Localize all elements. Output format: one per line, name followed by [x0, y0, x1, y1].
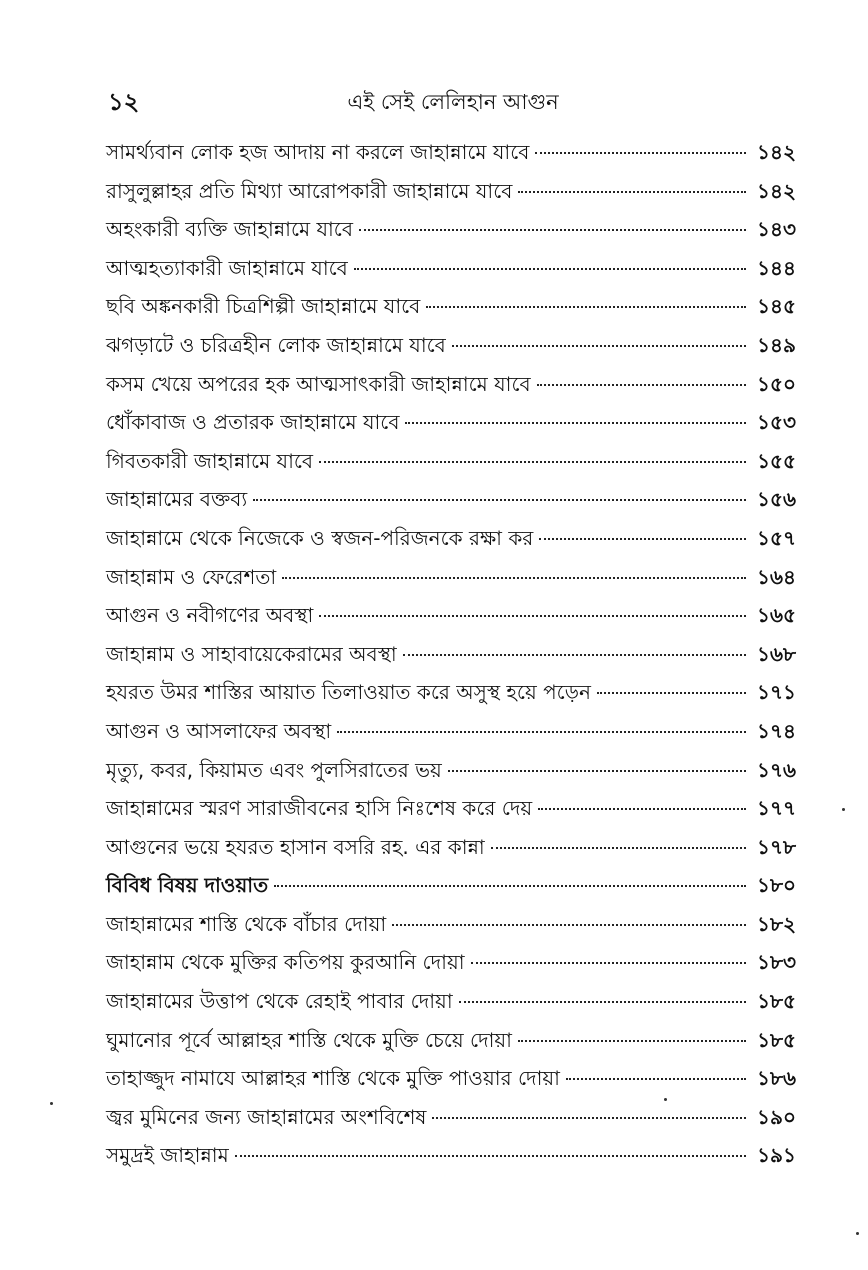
toc-entry-title: জাহান্নাম থেকে মুক্তির কতিপয় কুরআনি দোয়া: [106, 950, 465, 975]
toc-entry-title: ঘুমানোর পূর্বে আল্লাহর শাস্তি থেকে মুক্তি চেয়ে দোয়া: [106, 1027, 512, 1052]
toc-entry-title: বিবিধ বিষয় দাওয়াত: [106, 873, 269, 898]
print-speck: [50, 1102, 53, 1105]
toc-entry-page: ১৮৫: [757, 989, 796, 1014]
dot-leader: [354, 268, 746, 270]
table-of-contents: [106, 138, 796, 1180]
toc-entry-title: আগুন ও নবীগণের অবস্থা: [106, 603, 314, 628]
toc-entry: [106, 563, 796, 602]
dot-leader: [459, 1001, 746, 1003]
dot-leader: [491, 847, 746, 849]
toc-entry-title: জাহান্নাম ও সাহাবায়েকেরামের অবস্থা: [106, 641, 397, 666]
toc-entry-title: ধোঁকাবাজ ও প্রতারক জাহান্নামে যাবে: [106, 410, 400, 435]
toc-entry: [106, 678, 796, 717]
toc-entry: [106, 1103, 796, 1142]
toc-entry: [106, 215, 796, 254]
toc-entry: [106, 370, 796, 409]
dot-leader: [518, 191, 746, 193]
print-speck: [856, 1232, 859, 1235]
toc-entry-title: ছবি অঙ্কনকারী চিত্রশিল্পী জাহান্নামে যাবে: [106, 294, 421, 319]
toc-entry-page: ১৭৭: [757, 796, 796, 821]
dot-leader: [426, 306, 746, 308]
print-speck: [664, 1098, 667, 1101]
toc-entry-title: সামর্থ্যবান লোক হজ আদায় না করলে জাহান্নামে যাবে: [106, 140, 530, 164]
dot-leader: [597, 692, 746, 694]
toc-entry-page: ১৫৬: [757, 487, 796, 512]
toc-entry: [106, 1026, 796, 1065]
toc-entry: [106, 601, 796, 640]
toc-entry-page: ১৬৫: [757, 603, 796, 628]
dot-leader: [319, 461, 746, 463]
dot-leader: [538, 808, 746, 810]
toc-entry: [106, 138, 796, 177]
toc-entry: [106, 254, 796, 293]
dot-leader: [448, 770, 746, 772]
dot-leader: [392, 924, 746, 926]
toc-entry: [106, 524, 796, 563]
toc-entry: [106, 1141, 796, 1180]
toc-entry-title: আত্মহত্যাকারী জাহান্নামে যাবে: [106, 255, 348, 280]
toc-entry-title: জ্বর মুমিনের জন্য জাহান্নামের অংশবিশেষ: [106, 1104, 427, 1129]
dot-leader: [537, 384, 746, 386]
toc-entry-page: ১৭৮: [757, 834, 796, 859]
toc-entry-page: ১৮০: [757, 873, 796, 898]
toc-entry-page: ১৯১: [757, 1143, 796, 1168]
dot-leader: [282, 577, 746, 579]
toc-entry-page: ১৬৮: [757, 641, 796, 666]
toc-entry-title: অহংকারী ব্যক্তি জাহান্নামে যাবে: [106, 217, 353, 242]
toc-entry-page: ১৪২: [757, 178, 796, 203]
toc-entry-title: জাহান্নাম ও ফেরেশতা: [106, 564, 277, 589]
toc-entry-page: ১৪৫: [757, 294, 796, 319]
toc-entry-page: ১৮২: [757, 911, 796, 936]
dot-leader: [359, 229, 746, 231]
toc-entry-page: ১৮৫: [757, 1027, 796, 1052]
dot-leader: [403, 654, 746, 656]
dot-leader: [539, 538, 746, 540]
toc-entry: [106, 331, 796, 370]
dot-leader: [535, 152, 746, 154]
toc-entry-title: আগুনের ভয়ে হযরত হাসান বসরি রহ. এর কান্না: [106, 834, 485, 859]
toc-entry-page: ১৮৬: [757, 1066, 796, 1091]
dot-leader: [319, 615, 746, 617]
toc-entry: [106, 871, 796, 910]
toc-entry-title: আগুন ও আসলাফের অবস্থা: [106, 718, 332, 743]
dot-leader: [566, 1078, 746, 1080]
toc-entry-title: জাহান্নামের স্মরণ সারাজীবনের হাসি নিঃশেষ করে দেয়: [106, 796, 533, 821]
toc-entry: [106, 1064, 796, 1103]
dot-leader: [518, 1040, 746, 1042]
toc-entry: [106, 833, 796, 872]
toc-entry-title: ঝগড়াটে ও চরিত্রহীন লোক জাহান্নামে যাবে: [106, 332, 446, 357]
toc-entry-page: ১৭১: [757, 680, 796, 705]
toc-entry-title: কসম খেয়ে অপরের হক আত্মসাৎকারী জাহান্নামে যাবে: [106, 371, 531, 396]
dot-leader: [337, 731, 746, 733]
toc-entry-title: তাহাজ্জুদ নামাযে আল্লাহর শাস্তি থেকে মুক্তি পাওয়ার দোয়া: [106, 1066, 560, 1091]
toc-entry-title: হযরত উমর শাস্তির আয়াত তিলাওয়াত করে অসুস্থ হয়ে পড়েন: [106, 680, 591, 705]
toc-entry-page: ১৬৪: [757, 564, 796, 589]
dot-leader: [471, 962, 746, 964]
toc-entry-title: জাহান্নামের বক্তব্য: [106, 487, 248, 512]
toc-entry-page: ১৫৩: [757, 410, 796, 435]
dot-leader: [253, 499, 746, 501]
dot-leader: [274, 885, 746, 887]
toc-entry-page: ১৮৩: [757, 950, 796, 975]
toc-entry-page: ১৪২: [757, 140, 796, 164]
toc-entry-title: গিবতকারী জাহান্নামে যাবে: [106, 448, 314, 473]
toc-entry-title: জাহান্নামের শাস্তি থেকে বাঁচার দোয়া: [106, 911, 387, 936]
toc-entry-page: ১৪৯: [757, 332, 796, 357]
page-header: [108, 84, 798, 120]
toc-entry: [106, 292, 796, 331]
toc-entry: [106, 987, 796, 1026]
toc-entry-page: ১৪৩: [757, 217, 796, 242]
dot-leader: [452, 345, 746, 347]
toc-entry: [106, 948, 796, 987]
dot-leader: [432, 1117, 746, 1119]
toc-entry-page: ১৭৪: [757, 718, 796, 743]
toc-entry: [106, 910, 796, 949]
toc-entry-page: ১৫৭: [757, 525, 796, 550]
toc-entry: [106, 640, 796, 679]
print-speck: [842, 808, 845, 811]
toc-entry: [106, 447, 796, 486]
toc-entry-title: জাহান্নামের উত্তাপ থেকে রেহাই পাবার দোয়া: [106, 989, 453, 1014]
toc-entry-page: ১৪৪: [757, 255, 796, 280]
running-title: এই সেই লেলিহান আগুন: [347, 90, 559, 114]
toc-entry-page: ১৭৬: [757, 757, 796, 782]
toc-entry-page: ১৫৫: [757, 448, 796, 473]
toc-entry-title: রাসুলুল্লাহর প্রতি মিথ্যা আরোপকারী জাহান্নামে যাবে: [106, 178, 513, 203]
toc-entry-title: মৃত্যু, কবর, কিয়ামত এবং পুলসিরাতের ভয়: [106, 757, 442, 782]
toc-entry: [106, 794, 796, 833]
toc-entry: [106, 485, 796, 524]
toc-entry-page: ১৯০: [757, 1104, 796, 1129]
toc-entry-title: জাহান্নামে থেকে নিজেকে ও স্বজন-পরিজনকে রক্ষা কর: [106, 525, 534, 550]
page-number: ১২: [108, 88, 140, 116]
toc-entry-page: ১৫০: [757, 371, 796, 396]
toc-entry-title: সমুদ্রই জাহান্নাম: [106, 1143, 229, 1168]
dot-leader: [235, 1155, 746, 1157]
toc-entry: [106, 408, 796, 447]
toc-entry: [106, 177, 796, 216]
dot-leader: [405, 422, 746, 424]
toc-entry: [106, 717, 796, 756]
toc-entry: [106, 756, 796, 795]
